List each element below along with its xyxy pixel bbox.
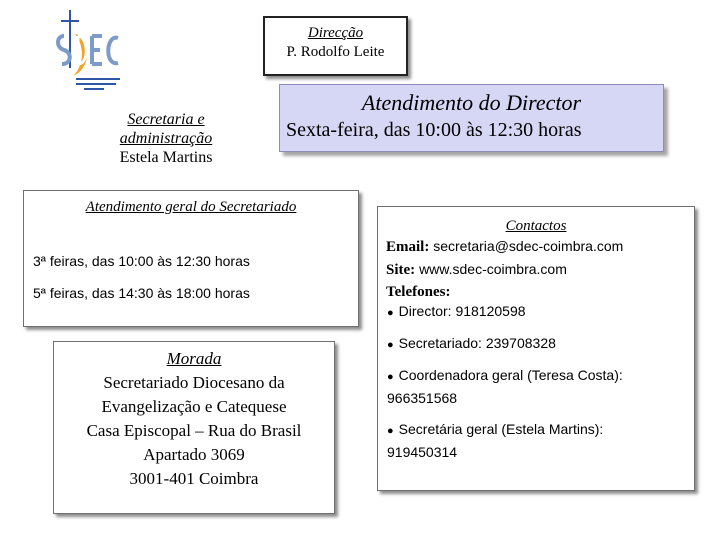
secretaria-title-line1: Secretaria e [127,111,205,128]
direccao-box [263,16,408,76]
direccao-title: Direcção [307,25,364,41]
morada-line-4: Apartado 3069 [143,445,245,464]
contact-email [386,235,686,258]
phone-coordenadora-number: 966351568 [387,390,458,406]
email-label: Email: [386,239,430,255]
morada-line-3: Casa Episcopal – Rua do Brasil [86,421,302,440]
phone-coordenadora: ● Coordenadora geral (Teresa Costa): 966351568 [387,365,623,409]
geral-line-1: 3ª feiras, das 10:00 às 12:30 horas [33,253,250,269]
phone-director: ● Director: 918120598 [387,303,526,319]
phone-secretariado: ● Secretariado: 239708328 [387,335,556,351]
contact-site [386,258,686,281]
phone-secretaria-geral: ● Secretária geral (Estela Martins): 919450314 [387,419,603,463]
geral-title: Atendimento geral do Secretariado [85,199,297,215]
secretaria-box [103,110,229,183]
bullet-icon: ● [387,425,394,437]
sdec-logo [48,8,124,98]
email-value[interactable]: secretaria@sdec-coimbra.com [433,238,624,254]
morada-line-5: 3001-401 Coimbra [129,469,259,488]
morada-line-1: Secretariado Diocesano da [103,373,285,392]
bullet-icon: ● [387,371,394,383]
phones-label: Telefones: [386,284,451,300]
director-schedule: Sexta-feira, das 10:00 às 12:30 horas [286,119,582,141]
morada-title: Morada [166,349,222,368]
director-box [279,84,664,152]
director-title: Atendimento do Director [361,90,582,115]
morada-line-2: Evangelização e Catequese [101,397,287,416]
phone-secretaria-geral-number: 919450314 [387,444,458,460]
secretaria-name: Estela Martins [119,149,213,166]
direccao-name: P. Rodolfo Leite [286,44,385,60]
secretaria-title-line2: administração [119,130,213,147]
sdec-logo-icon [48,8,124,98]
geral-line-2: 5ª feiras, das 14:30 às 18:00 horas [33,285,250,301]
geral-box [23,190,359,327]
bullet-icon: ● [387,307,394,319]
contactos-box [377,206,695,491]
contactos-title: Contactos [505,218,567,234]
site-label: Site: [386,262,416,278]
morada-box [53,341,335,514]
bullet-icon: ● [387,339,394,351]
site-value[interactable]: www.sdec-coimbra.com [419,261,567,277]
